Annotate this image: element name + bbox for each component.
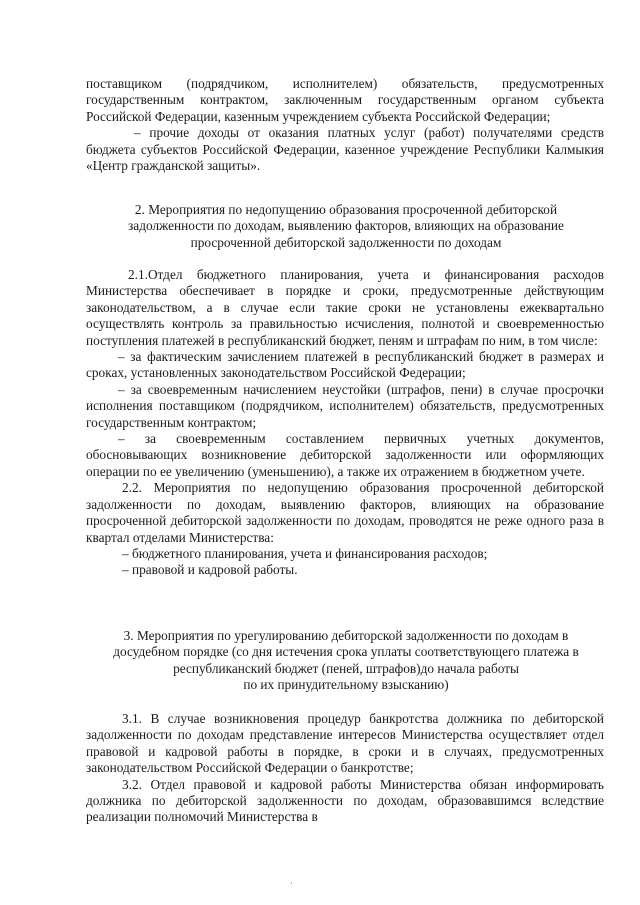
list-item-budget-planning: – бюджетного планирования, учета и финансирования расходов; bbox=[122, 545, 488, 561]
bullet-paid-services: – прочие доходы от оказания платных услуг (работ) получателями средств бюджета субъектов Российской Федерации, казенное учреждение Республики Калмыкия «Центр гражданской защиты». bbox=[86, 125, 604, 174]
paragraph-3-2: 3.2. Отдел правовой и кадровой работы Министерства обязан информировать должника по дебиторской задолженности по доходам, образовавшимся вследствие реализации полномочий Министерства в bbox=[86, 776, 604, 825]
section-2-body bbox=[86, 267, 604, 579]
bullet-penalty-accrual: – за своевременным начислением неустойки (штрафов, пени) в случае просрочки исполнения поставщиком (подрядчиком, исполнителем) обязательств, предусмотренных государственным контрактом; bbox=[86, 381, 604, 430]
scan-speck: · bbox=[290, 878, 293, 888]
section-2-heading-block bbox=[94, 202, 598, 251]
bullet-primary-documents: – за своевременным составлением первичных учетных документов, обосновывающих возникновение дебиторской задолженности или оформляющих операции по ее увеличению (уменьшению), а также их отражением в бюджетном учете. bbox=[86, 431, 604, 479]
section-3-heading-line-3: республиканский бюджет (пеней, штрафов)до начала работы bbox=[173, 660, 519, 676]
paragraph-3-1: 3.1. В случае возникновения процедур банкротства должника по дебиторской задолженности по доходам представление интересов Министерства осуществляет отдел правовой и кадровой работы в порядке, в сроки и в случаях, предусмотренных законодательством Российской Федерации о банкротстве; bbox=[86, 711, 604, 776]
section-3-heading-block bbox=[76, 628, 616, 694]
bullet-actual-crediting: – за фактическим зачислением платежей в республиканский бюджет в размерах и сроках, установленных законодательством Российской Федерации; bbox=[86, 349, 604, 381]
section-3-heading-line-1: 3. Мероприятия по урегулированию дебиторской задолженности по доходам в bbox=[123, 628, 569, 643]
section-3-heading-line-4: по их принудительному взысканию) bbox=[243, 677, 449, 693]
paragraph-continuation: поставщиком (подрядчиком, исполнителем) обязательств, предусмотренных государственным контрактом, заключенным государственным органом субъекта Российской Федерации, казенным учреждением субъекта Российской Федерации; bbox=[86, 76, 604, 124]
list-item-legal-hr: – правовой и кадровой работы. bbox=[122, 562, 298, 578]
section-2-heading: 2. Мероприятия по недопущению образования просроченной дебиторской задолженности по доходам, выявлению факторов, влияющих на образование просроченной дебиторской задолженности по доходам bbox=[128, 202, 564, 250]
paragraph-2-1: 2.1.Отдел бюджетного планирования, учета и финансирования расходов Министерства обеспечивает в порядке и сроки, предусмотренные действующим законодательством, а в случае если такие сроки не установлены ежеквартально осуществлять контроль за правильностью исчисления, полнотой и своевременностью поступления платежей в республиканский бюджет, пеням и штрафам по ним, в том числе: bbox=[86, 267, 604, 348]
section-3-body bbox=[86, 711, 604, 826]
paragraph-2-2: 2.2. Мероприятия по недопущению образования просроченной дебиторской задолженности по доходам, выявлению факторов, влияющих на образование просроченной дебиторской задолженности по доходам, проводятся не реже одного раза в квартал отделами Министерства: bbox=[86, 480, 604, 545]
section-3-heading-line-2: досудебном порядке (со дня истечения срока уплаты соответствующего платежа в bbox=[113, 644, 579, 660]
top-block bbox=[86, 76, 604, 174]
